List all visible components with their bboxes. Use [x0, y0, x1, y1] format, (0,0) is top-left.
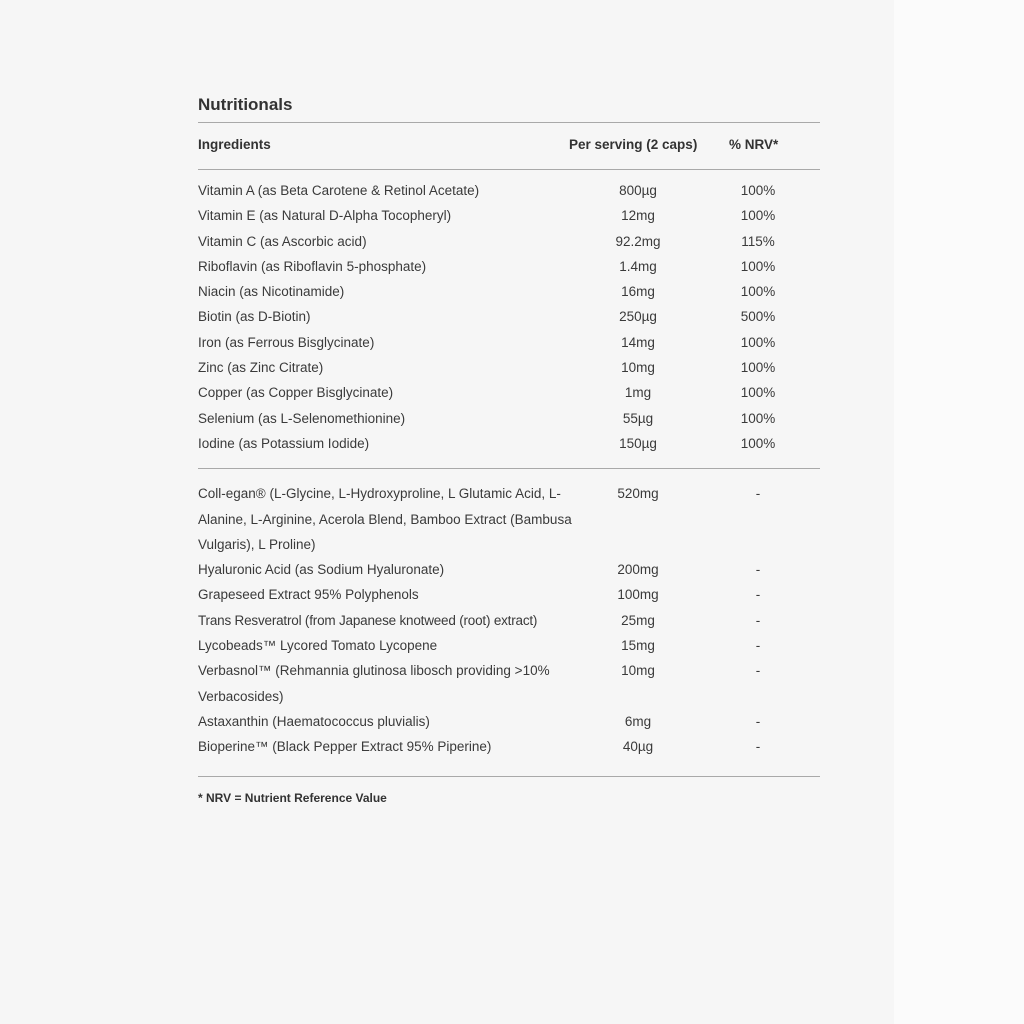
ingredient-nrv: - [755, 612, 761, 628]
ingredient-name: Coll-egan® (L-Glycine, L-Hydroxyproline, L Glutamic Acid, L-Alanine, L-Arginine, Acerola Blend, Bamboo Extract (Bambusa Vulgaris), L Proline) [198, 486, 572, 552]
ingredient-nrv: - [755, 663, 761, 679]
ingredient-amount: 92.2mg [615, 233, 661, 249]
table-header [198, 123, 820, 169]
ingredient-nrv: 100% [740, 183, 776, 198]
ingredient-name: Vitamin A (as Beta Carotene & Retinol Acetate) [198, 183, 480, 198]
ingredient-nrv: 500% [740, 309, 776, 325]
ingredient-amount: 10mg [621, 360, 655, 376]
ingredient-amount: 10mg [621, 663, 655, 679]
vitamins-section [198, 170, 820, 468]
ingredient-nrv: 100% [740, 435, 776, 451]
ingredient-name: Trans Resveratrol (from Japanese knotweed (root) extract) [198, 612, 538, 628]
table-row [198, 330, 820, 355]
ingredient-name: Riboflavin (as Riboflavin 5-phosphate) [198, 258, 427, 274]
ingredient-nrv: - [755, 587, 761, 603]
ingredient-amount: 100mg [617, 587, 659, 603]
ingredient-name: Bioperine™ (Black Pepper Extract 95% Piperine) [198, 739, 492, 755]
ingredient-amount: 12mg [621, 208, 655, 224]
ingredient-name: Verbasnol™ (Rehmannia glutinosa libosch providing >10% Verbacosides) [198, 663, 550, 704]
ingredient-amount: 25mg [621, 612, 655, 628]
section-title: Nutritionals [198, 95, 293, 114]
page-margin-strip [894, 0, 1024, 1024]
table-row [198, 709, 820, 734]
ingredient-name: Vitamin C (as Ascorbic acid) [198, 233, 367, 249]
divider [198, 776, 820, 777]
ingredient-nrv: - [755, 739, 761, 755]
ingredient-nrv: 100% [740, 258, 776, 274]
ingredient-amount: 55µg [622, 410, 654, 426]
ingredient-nrv: 100% [740, 284, 776, 300]
table-row [198, 608, 820, 633]
ingredient-amount: 6mg [624, 713, 652, 729]
ingredient-name: Niacin (as Nicotinamide) [198, 284, 345, 300]
ingredient-nrv: - [755, 713, 761, 729]
ingredient-amount: 15mg [621, 638, 655, 654]
nrv-header: % NRV* [729, 137, 779, 152]
ingredient-amount: 150µg [619, 435, 657, 451]
table-row [198, 431, 820, 456]
ingredients-header: Ingredients [198, 137, 271, 152]
table-row [198, 178, 820, 203]
nutritionals-panel [198, 92, 820, 805]
table-row [198, 658, 820, 709]
table-row [198, 734, 820, 759]
ingredient-nrv: 100% [740, 360, 776, 376]
ingredient-amount: 40µg [622, 739, 654, 755]
ingredient-amount: 1mg [624, 385, 652, 401]
table-row [198, 582, 820, 607]
table-row [198, 557, 820, 582]
table-row [198, 380, 820, 405]
ingredient-name: Vitamin E (as Natural D-Alpha Tocopheryl) [198, 208, 452, 224]
ingredient-amount: 14mg [621, 334, 655, 350]
ingredient-amount: 16mg [621, 284, 655, 300]
per-serving-header: Per serving (2 caps) [569, 137, 698, 152]
ingredient-nrv: 100% [740, 334, 776, 350]
ingredient-nrv: - [755, 486, 761, 502]
ingredient-nrv: - [755, 562, 761, 578]
ingredient-name: Lycobeads™ Lycored Tomato Lycopene [198, 638, 438, 654]
ingredient-amount: 1.4mg [619, 258, 657, 274]
ingredient-nrv: 115% [741, 233, 775, 249]
ingredient-name: Selenium (as L-Selenomethionine) [198, 410, 406, 426]
ingredient-nrv: 100% [740, 410, 776, 426]
ingredient-name: Zinc (as Zinc Citrate) [198, 360, 324, 376]
table-row [198, 633, 820, 658]
ingredient-nrv: - [755, 638, 761, 654]
ingredient-name: Astaxanthin (Haematococcus pluvialis) [198, 713, 430, 729]
ingredient-name: Copper (as Copper Bisglycinate) [198, 385, 394, 401]
footnote: * NRV = Nutrient Reference Value [198, 790, 387, 805]
table-row [198, 355, 820, 380]
ingredient-amount: 520mg [617, 486, 659, 502]
ingredient-amount: 800µg [619, 183, 657, 198]
table-row [198, 254, 820, 279]
ingredient-nrv: 100% [740, 385, 776, 401]
ingredient-name: Hyaluronic Acid (as Sodium Hyaluronate) [198, 562, 445, 578]
ingredient-amount: 200mg [617, 562, 659, 578]
table-row [198, 406, 820, 431]
table-row [198, 481, 820, 557]
ingredient-nrv: 100% [740, 208, 776, 224]
ingredient-amount: 250µg [619, 309, 657, 325]
actives-section [198, 469, 820, 775]
table-row [198, 279, 820, 304]
table-row [198, 229, 820, 254]
table-row [198, 203, 820, 228]
ingredient-name: Iodine (as Potassium Iodide) [198, 435, 370, 451]
ingredient-name: Iron (as Ferrous Bisglycinate) [198, 334, 375, 350]
ingredient-name: Grapeseed Extract 95% Polyphenols [198, 587, 419, 603]
table-row [198, 304, 820, 329]
ingredient-name: Biotin (as D-Biotin) [198, 309, 311, 325]
